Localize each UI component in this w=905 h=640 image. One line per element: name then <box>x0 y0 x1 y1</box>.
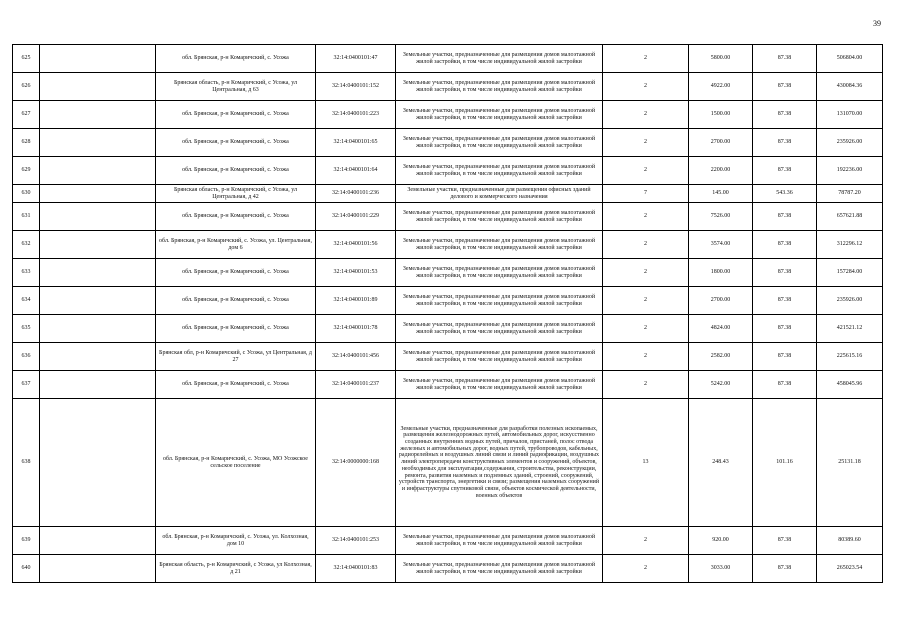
row-purpose: Земельные участки, предназначенные для размещения домов малоэтажной жилой застройки, в том числе индивидуальной жилой застройки <box>396 555 603 583</box>
table-row <box>13 259 883 287</box>
table-body <box>13 45 883 583</box>
row-value: 421521.12 <box>817 315 883 343</box>
row-area: 145.00 <box>689 185 753 203</box>
row-rate: 87.38 <box>753 259 817 287</box>
row-purpose: Земельные участки, предназначенные для размещения домов малоэтажной жилой застройки, в том числе индивидуальной жилой застройки <box>396 343 603 371</box>
row-value: 312296.12 <box>817 231 883 259</box>
row-address: обл. Брянская, р-н Комаричский, с. Усожа, МО Усожское сельское поселение <box>156 399 316 527</box>
row-value: 225615.16 <box>817 343 883 371</box>
row-rate: 87.38 <box>753 129 817 157</box>
row-group: 2 <box>603 231 689 259</box>
row-number: 638 <box>13 399 40 527</box>
row-purpose: Земельные участки, предназначенные для размещения офисных зданий делового и коммерческого назначения <box>396 185 603 203</box>
row-number: 639 <box>13 527 40 555</box>
row-cadastral-number: 32:14:0400101:65 <box>316 129 396 157</box>
empty-cell <box>40 315 156 343</box>
row-value: 157284.00 <box>817 259 883 287</box>
row-area: 248.43 <box>689 399 753 527</box>
table-row <box>13 399 883 527</box>
table-row <box>13 343 883 371</box>
row-address: Брянская обл, р-н Комаричский, с Усожа, ул Центральная, д 27 <box>156 343 316 371</box>
row-rate: 87.38 <box>753 73 817 101</box>
row-area: 2700.00 <box>689 287 753 315</box>
row-cadastral-number: 32:14:0400101:456 <box>316 343 396 371</box>
row-cadastral-number: 32:14:0400101:64 <box>316 157 396 185</box>
row-area: 920.00 <box>689 527 753 555</box>
table-row <box>13 231 883 259</box>
table-row <box>13 371 883 399</box>
row-number: 631 <box>13 203 40 231</box>
row-cadastral-number: 32:14:0400101:236 <box>316 185 396 203</box>
table-row <box>13 101 883 129</box>
row-value: 235926.00 <box>817 287 883 315</box>
row-rate: 87.38 <box>753 45 817 73</box>
row-purpose: Земельные участки, предназначенные для разработки полезных ископаемых, размещения железнодорожных путей, автомобильных дорог, искусственно созданных внутренних водных путей, причалов, пристаней, полос отвода железных и автомобильных дорог, водных путей, трубопроводов, кабельных, радиорелейных и воздушных линий связи и линий радиофикации, воздушных линий электропередачи конструктивных элементов и сооружений, объектов, необходимых для эксплуатации,содержания, строительства, реконструкции, ремонта, развития наземных и подземных зданий, строений, сооружений, устройств транспорта, энергетики и связи; размещения наземных сооружений и инфраструктуры спутниковой связи, объектов космической деятельности, военных объектов <box>396 399 603 527</box>
table-row <box>13 157 883 185</box>
row-number: 635 <box>13 315 40 343</box>
row-group: 2 <box>603 527 689 555</box>
empty-cell <box>40 399 156 527</box>
row-cadastral-number: 32:14:0400101:89 <box>316 287 396 315</box>
row-number: 628 <box>13 129 40 157</box>
empty-cell <box>40 185 156 203</box>
row-cadastral-number: 32:14:0000000:168 <box>316 399 396 527</box>
row-address: обл. Брянская, р-н Комаричский, с. Усожа, ул. Центральная, дом 6 <box>156 231 316 259</box>
table-row <box>13 73 883 101</box>
row-cadastral-number: 32:14:0400101:229 <box>316 203 396 231</box>
row-number: 627 <box>13 101 40 129</box>
row-area: 2200.00 <box>689 157 753 185</box>
row-cadastral-number: 32:14:0400101:56 <box>316 231 396 259</box>
row-value: 78787.20 <box>817 185 883 203</box>
row-address: Брянская область, р-н Комаричский, с Усожа, ул Центральная, д 42 <box>156 185 316 203</box>
row-area: 3574.00 <box>689 231 753 259</box>
row-value: 657621.88 <box>817 203 883 231</box>
table-row <box>13 129 883 157</box>
row-rate: 87.38 <box>753 231 817 259</box>
empty-cell <box>40 259 156 287</box>
row-area: 7526.00 <box>689 203 753 231</box>
row-number: 630 <box>13 185 40 203</box>
row-rate: 87.38 <box>753 527 817 555</box>
table-row <box>13 287 883 315</box>
row-value: 25131.18 <box>817 399 883 527</box>
row-number: 634 <box>13 287 40 315</box>
row-group: 13 <box>603 399 689 527</box>
row-number: 640 <box>13 555 40 583</box>
row-address: обл. Брянская, р-н Комаричский, с. Усожа <box>156 45 316 73</box>
row-rate: 101.16 <box>753 399 817 527</box>
table-row <box>13 315 883 343</box>
row-group: 2 <box>603 157 689 185</box>
row-rate: 87.38 <box>753 287 817 315</box>
row-value: 506804.00 <box>817 45 883 73</box>
row-group: 2 <box>603 203 689 231</box>
row-group: 2 <box>603 45 689 73</box>
row-cadastral-number: 32:14:0400101:53 <box>316 259 396 287</box>
row-value: 430084.36 <box>817 73 883 101</box>
row-value: 265023.54 <box>817 555 883 583</box>
page-number: 39 <box>873 19 881 28</box>
row-cadastral-number: 32:14:0400101:237 <box>316 371 396 399</box>
row-number: 633 <box>13 259 40 287</box>
row-purpose: Земельные участки, предназначенные для размещения домов малоэтажной жилой застройки, в том числе индивидуальной жилой застройки <box>396 45 603 73</box>
row-address: обл. Брянская, р-н Комаричский, с. Усожа <box>156 157 316 185</box>
row-number: 636 <box>13 343 40 371</box>
row-address: обл. Брянская, р-н Комаричский, с. Усожа <box>156 287 316 315</box>
row-address: обл. Брянская, р-н Комаричский, с. Усожа <box>156 101 316 129</box>
row-value: 192236.00 <box>817 157 883 185</box>
row-area: 1800.00 <box>689 259 753 287</box>
row-area: 3033.00 <box>689 555 753 583</box>
row-area: 5800.00 <box>689 45 753 73</box>
row-purpose: Земельные участки, предназначенные для размещения домов малоэтажной жилой застройки, в том числе индивидуальной жилой застройки <box>396 259 603 287</box>
row-group: 2 <box>603 287 689 315</box>
row-purpose: Земельные участки, предназначенные для размещения домов малоэтажной жилой застройки, в том числе индивидуальной жилой застройки <box>396 101 603 129</box>
row-rate: 87.38 <box>753 371 817 399</box>
row-purpose: Земельные участки, предназначенные для размещения домов малоэтажной жилой застройки, в том числе индивидуальной жилой застройки <box>396 203 603 231</box>
row-area: 5242.00 <box>689 371 753 399</box>
row-rate: 87.38 <box>753 555 817 583</box>
row-cadastral-number: 32:14:0400101:223 <box>316 101 396 129</box>
row-address: обл. Брянская, р-н Комаричский, с. Усожа <box>156 259 316 287</box>
row-area: 2700.00 <box>689 129 753 157</box>
row-cadastral-number: 32:14:0400101:47 <box>316 45 396 73</box>
row-cadastral-number: 32:14:0400101:152 <box>316 73 396 101</box>
empty-cell <box>40 203 156 231</box>
empty-cell <box>40 101 156 129</box>
row-rate: 87.38 <box>753 203 817 231</box>
row-area: 2582.00 <box>689 343 753 371</box>
empty-cell <box>40 371 156 399</box>
row-purpose: Земельные участки, предназначенные для размещения домов малоэтажной жилой застройки, в том числе индивидуальной жилой застройки <box>396 315 603 343</box>
row-number: 629 <box>13 157 40 185</box>
row-address: обл. Брянская, р-н Комаричский, с. Усожа <box>156 203 316 231</box>
row-rate: 543.36 <box>753 185 817 203</box>
row-purpose: Земельные участки, предназначенные для размещения домов малоэтажной жилой застройки, в том числе индивидуальной жилой застройки <box>396 287 603 315</box>
land-valuation-table <box>12 44 883 583</box>
empty-cell <box>40 73 156 101</box>
row-group: 2 <box>603 129 689 157</box>
row-group: 2 <box>603 371 689 399</box>
row-number: 626 <box>13 73 40 101</box>
table-row <box>13 185 883 203</box>
row-value: 235926.00 <box>817 129 883 157</box>
table-row <box>13 555 883 583</box>
row-value: 80389.60 <box>817 527 883 555</box>
row-address: Брянская область, р-н Комаричский, с Усожа, ул Центральная, д 63 <box>156 73 316 101</box>
row-group: 7 <box>603 185 689 203</box>
row-cadastral-number: 32:14:0400101:83 <box>316 555 396 583</box>
row-group: 2 <box>603 73 689 101</box>
empty-cell <box>40 343 156 371</box>
row-purpose: Земельные участки, предназначенные для размещения домов малоэтажной жилой застройки, в том числе индивидуальной жилой застройки <box>396 129 603 157</box>
row-address: обл. Брянская, р-н Комаричский, с. Усожа <box>156 129 316 157</box>
row-purpose: Земельные участки, предназначенные для размещения домов малоэтажной жилой застройки, в том числе индивидуальной жилой застройки <box>396 527 603 555</box>
row-number: 625 <box>13 45 40 73</box>
row-address: обл. Брянская, р-н Комаричский, с. Усожа, ул. Колхозная, дом 10 <box>156 527 316 555</box>
row-value: 458045.96 <box>817 371 883 399</box>
row-value: 131070.00 <box>817 101 883 129</box>
row-group: 2 <box>603 555 689 583</box>
row-number: 632 <box>13 231 40 259</box>
empty-cell <box>40 157 156 185</box>
empty-cell <box>40 129 156 157</box>
row-purpose: Земельные участки, предназначенные для размещения домов малоэтажной жилой застройки, в том числе индивидуальной жилой застройки <box>396 73 603 101</box>
row-group: 2 <box>603 343 689 371</box>
table-row <box>13 203 883 231</box>
row-purpose: Земельные участки, предназначенные для размещения домов малоэтажной жилой застройки, в том числе индивидуальной жилой застройки <box>396 371 603 399</box>
row-address: Брянская область, р-н Комаричский, с Усожа, ул Колхозная, д 21 <box>156 555 316 583</box>
table-row <box>13 527 883 555</box>
row-area: 1500.00 <box>689 101 753 129</box>
row-purpose: Земельные участки, предназначенные для размещения домов малоэтажной жилой застройки, в том числе индивидуальной жилой застройки <box>396 157 603 185</box>
row-cadastral-number: 32:14:0400101:78 <box>316 315 396 343</box>
empty-cell <box>40 231 156 259</box>
row-group: 2 <box>603 101 689 129</box>
empty-cell <box>40 45 156 73</box>
row-rate: 87.38 <box>753 343 817 371</box>
row-number: 637 <box>13 371 40 399</box>
row-group: 2 <box>603 259 689 287</box>
row-group: 2 <box>603 315 689 343</box>
empty-cell <box>40 555 156 583</box>
empty-cell <box>40 527 156 555</box>
row-area: 4922.00 <box>689 73 753 101</box>
empty-cell <box>40 287 156 315</box>
row-rate: 87.38 <box>753 157 817 185</box>
table-row <box>13 45 883 73</box>
row-rate: 87.38 <box>753 101 817 129</box>
row-rate: 87.38 <box>753 315 817 343</box>
row-address: обл. Брянская, р-н Комаричский, с. Усожа <box>156 315 316 343</box>
row-area: 4824.00 <box>689 315 753 343</box>
row-address: обл. Брянская, р-н Комаричский, с. Усожа <box>156 371 316 399</box>
row-purpose: Земельные участки, предназначенные для размещения домов малоэтажной жилой застройки, в том числе индивидуальной жилой застройки <box>396 231 603 259</box>
row-cadastral-number: 32:14:0400101:253 <box>316 527 396 555</box>
